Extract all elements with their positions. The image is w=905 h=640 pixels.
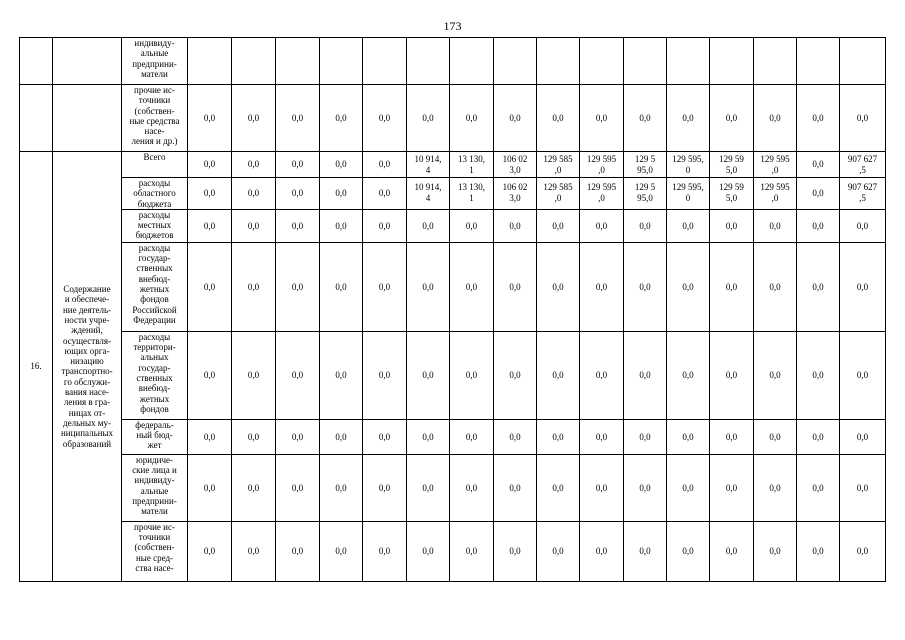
value-cell: 0,0 <box>754 331 797 419</box>
value-cell: 13 130, 1 <box>450 178 494 210</box>
value-cell: 0,0 <box>667 521 710 581</box>
value-cell: 0,0 <box>840 242 886 331</box>
value-cell: 0,0 <box>667 209 710 242</box>
value-cell: 0,0 <box>276 209 320 242</box>
value-cell: 0,0 <box>494 85 537 152</box>
value-cell: 0,0 <box>276 85 320 152</box>
value-cell: 0,0 <box>276 242 320 331</box>
budget-table <box>19 37 886 582</box>
value-cell: 129 595 ,0 <box>580 152 624 178</box>
value-cell <box>494 38 537 85</box>
value-cell: 0,0 <box>320 178 363 210</box>
value-cell: 0,0 <box>450 209 494 242</box>
value-cell: 0,0 <box>450 454 494 521</box>
value-cell: 0,0 <box>407 242 450 331</box>
value-cell: 0,0 <box>450 331 494 419</box>
funding-source-label: Всего <box>143 152 166 162</box>
value-cell: 129 595, 0 <box>667 178 710 210</box>
value-cell: 0,0 <box>320 454 363 521</box>
funding-source-cell <box>122 152 188 178</box>
table-row <box>20 152 886 178</box>
value-cell: 0,0 <box>363 521 407 581</box>
value-cell: 10 914, 4 <box>407 178 450 210</box>
value-cell: 0,0 <box>710 85 754 152</box>
value-cell: 0,0 <box>320 331 363 419</box>
value-cell <box>624 38 667 85</box>
value-cell: 0,0 <box>188 152 232 178</box>
value-cell: 0,0 <box>450 242 494 331</box>
value-cell: 0,0 <box>624 521 667 581</box>
funding-source-cell <box>122 331 188 419</box>
value-cell: 0,0 <box>754 242 797 331</box>
value-cell: 0,0 <box>407 85 450 152</box>
value-cell: 0,0 <box>407 454 450 521</box>
value-cell: 0,0 <box>363 85 407 152</box>
value-cell: 0,0 <box>580 419 624 454</box>
value-cell: 0,0 <box>624 242 667 331</box>
funding-source-cell <box>122 178 188 210</box>
value-cell: 0,0 <box>797 331 840 419</box>
value-cell <box>363 38 407 85</box>
value-cell <box>232 38 276 85</box>
value-cell: 0,0 <box>232 152 276 178</box>
value-cell: 0,0 <box>537 85 580 152</box>
value-cell: 0,0 <box>754 521 797 581</box>
value-cell: 129 595, 0 <box>667 152 710 178</box>
funding-source-cell <box>122 419 188 454</box>
value-cell: 0,0 <box>580 209 624 242</box>
value-cell: 0,0 <box>580 242 624 331</box>
funding-source-label: юридиче- ские лица и индивиду- альные предприни- матели <box>132 454 177 517</box>
funding-source-cell <box>122 85 188 152</box>
funding-source-cell <box>122 242 188 331</box>
value-cell: 0,0 <box>494 454 537 521</box>
value-cell: 0,0 <box>363 152 407 178</box>
value-cell: 0,0 <box>232 242 276 331</box>
value-cell: 0,0 <box>754 454 797 521</box>
item-number: 16. <box>20 152 53 582</box>
value-cell: 0,0 <box>363 209 407 242</box>
value-cell: 0,0 <box>710 331 754 419</box>
funding-source-label: расходы территори- альных государ- ственных внебюд- жетных фондов <box>133 331 176 414</box>
value-cell: 0,0 <box>580 454 624 521</box>
item-number-cell <box>20 38 53 85</box>
funding-source-label: расходы местных бюджетов <box>135 209 174 241</box>
value-cell: 0,0 <box>407 209 450 242</box>
value-cell: 0,0 <box>797 152 840 178</box>
item-description: Содержание и обеспече- ние деятель- ности учре- ждений, осуществля- ющих орга- низацию транспортно- го обслужи- вания насе- ления в гра- ницах от- дельных му- ниципальных образований <box>53 152 122 582</box>
value-cell: 0,0 <box>320 419 363 454</box>
table-row <box>20 85 886 152</box>
value-cell: 0,0 <box>232 178 276 210</box>
value-cell <box>450 38 494 85</box>
value-cell: 0,0 <box>494 419 537 454</box>
value-cell: 0,0 <box>840 454 886 521</box>
value-cell: 0,0 <box>450 521 494 581</box>
value-cell: 0,0 <box>754 419 797 454</box>
funding-source-label: индивиду- альные предприни- матели <box>132 38 177 79</box>
value-cell: 0,0 <box>363 178 407 210</box>
value-cell: 0,0 <box>320 209 363 242</box>
value-cell: 129 585 ,0 <box>537 152 580 178</box>
value-cell: 0,0 <box>276 331 320 419</box>
value-cell: 0,0 <box>754 209 797 242</box>
funding-source-label: расходы областного бюджета <box>133 178 176 209</box>
value-cell: 0,0 <box>450 419 494 454</box>
funding-source-label: прочие ис- точники (собствен- ные сред- ства насе- <box>134 521 175 574</box>
value-cell: 0,0 <box>754 85 797 152</box>
value-cell: 0,0 <box>276 178 320 210</box>
value-cell: 0,0 <box>188 454 232 521</box>
value-cell: 0,0 <box>188 178 232 210</box>
value-cell: 0,0 <box>494 242 537 331</box>
value-cell: 0,0 <box>232 454 276 521</box>
value-cell: 0,0 <box>276 419 320 454</box>
value-cell: 0,0 <box>580 331 624 419</box>
value-cell <box>710 38 754 85</box>
value-cell: 0,0 <box>667 454 710 521</box>
value-cell: 0,0 <box>188 419 232 454</box>
value-cell: 129 585 ,0 <box>537 178 580 210</box>
value-cell: 0,0 <box>624 331 667 419</box>
value-cell: 129 5 95,0 <box>624 152 667 178</box>
value-cell: 0,0 <box>320 85 363 152</box>
value-cell: 0,0 <box>363 331 407 419</box>
value-cell: 0,0 <box>537 419 580 454</box>
value-cell <box>580 38 624 85</box>
value-cell: 0,0 <box>407 521 450 581</box>
table-row <box>20 521 886 581</box>
value-cell: 0,0 <box>232 85 276 152</box>
table-row <box>20 331 886 419</box>
value-cell: 0,0 <box>797 209 840 242</box>
value-cell: 0,0 <box>710 454 754 521</box>
value-cell: 0,0 <box>188 85 232 152</box>
value-cell: 106 02 3,0 <box>494 152 537 178</box>
item-description-cell <box>53 38 122 85</box>
value-cell: 129 59 5,0 <box>710 152 754 178</box>
value-cell <box>797 38 840 85</box>
value-cell: 129 595 ,0 <box>754 152 797 178</box>
value-cell: 0,0 <box>797 178 840 210</box>
value-cell: 0,0 <box>188 242 232 331</box>
value-cell: 0,0 <box>320 152 363 178</box>
value-cell: 13 130, 1 <box>450 152 494 178</box>
value-cell <box>276 38 320 85</box>
value-cell: 0,0 <box>363 242 407 331</box>
value-cell: 0,0 <box>494 209 537 242</box>
value-cell: 0,0 <box>667 85 710 152</box>
value-cell: 0,0 <box>840 521 886 581</box>
table-row <box>20 38 886 85</box>
value-cell: 0,0 <box>407 331 450 419</box>
value-cell: 0,0 <box>710 242 754 331</box>
value-cell: 0,0 <box>710 209 754 242</box>
value-cell: 129 5 95,0 <box>624 178 667 210</box>
value-cell: 0,0 <box>494 331 537 419</box>
value-cell: 907 627 ,5 <box>840 152 886 178</box>
value-cell: 0,0 <box>537 454 580 521</box>
value-cell: 0,0 <box>797 242 840 331</box>
page-number: 173 <box>443 19 462 33</box>
funding-source-cell <box>122 38 188 85</box>
value-cell <box>840 38 886 85</box>
value-cell: 907 627 ,5 <box>840 178 886 210</box>
value-cell <box>537 38 580 85</box>
value-cell: 0,0 <box>407 419 450 454</box>
value-cell: 10 914, 4 <box>407 152 450 178</box>
value-cell: 0,0 <box>667 242 710 331</box>
value-cell: 0,0 <box>363 454 407 521</box>
value-cell: 0,0 <box>232 209 276 242</box>
value-cell: 129 595 ,0 <box>754 178 797 210</box>
value-cell: 0,0 <box>188 209 232 242</box>
value-cell: 0,0 <box>537 331 580 419</box>
value-cell: 0,0 <box>537 521 580 581</box>
value-cell: 0,0 <box>797 85 840 152</box>
value-cell: 0,0 <box>276 152 320 178</box>
value-cell: 0,0 <box>276 521 320 581</box>
value-cell: 0,0 <box>320 242 363 331</box>
table-row <box>20 454 886 521</box>
funding-source-label: расходы государ- ственных внебюд- жетных фондов Российской Федерации <box>132 242 177 325</box>
table-row <box>20 419 886 454</box>
value-cell <box>754 38 797 85</box>
value-cell: 0,0 <box>232 331 276 419</box>
value-cell: 0,0 <box>580 521 624 581</box>
table-row <box>20 242 886 331</box>
value-cell: 0,0 <box>537 242 580 331</box>
table-row <box>20 178 886 210</box>
value-cell: 0,0 <box>276 454 320 521</box>
funding-source-label: федераль- ный бюд- жет <box>135 419 174 451</box>
value-cell: 0,0 <box>624 454 667 521</box>
value-cell: 0,0 <box>667 331 710 419</box>
value-cell: 0,0 <box>537 209 580 242</box>
value-cell: 0,0 <box>624 419 667 454</box>
funding-source-label: прочие ис- точники (собствен- ные средства насе- ления и др.) <box>129 85 180 147</box>
value-cell: 0,0 <box>232 521 276 581</box>
value-cell: 129 595 ,0 <box>580 178 624 210</box>
value-cell <box>188 38 232 85</box>
value-cell: 0,0 <box>797 419 840 454</box>
value-cell <box>320 38 363 85</box>
value-cell <box>407 38 450 85</box>
value-cell: 0,0 <box>667 419 710 454</box>
value-cell: 0,0 <box>188 331 232 419</box>
value-cell: 0,0 <box>624 85 667 152</box>
value-cell: 0,0 <box>320 521 363 581</box>
table-row <box>20 209 886 242</box>
value-cell: 0,0 <box>797 454 840 521</box>
value-cell: 0,0 <box>363 419 407 454</box>
value-cell: 0,0 <box>232 419 276 454</box>
value-cell: 0,0 <box>840 209 886 242</box>
funding-source-cell <box>122 521 188 581</box>
value-cell: 0,0 <box>580 85 624 152</box>
funding-source-cell <box>122 454 188 521</box>
value-cell: 0,0 <box>840 419 886 454</box>
value-cell: 106 02 3,0 <box>494 178 537 210</box>
item-number-cell <box>20 85 53 152</box>
value-cell: 0,0 <box>797 521 840 581</box>
value-cell: 0,0 <box>624 209 667 242</box>
value-cell: 0,0 <box>840 331 886 419</box>
value-cell: 0,0 <box>450 85 494 152</box>
value-cell: 0,0 <box>494 521 537 581</box>
value-cell: 0,0 <box>710 521 754 581</box>
value-cell <box>667 38 710 85</box>
value-cell: 129 59 5,0 <box>710 178 754 210</box>
value-cell: 0,0 <box>710 419 754 454</box>
value-cell: 0,0 <box>188 521 232 581</box>
value-cell: 0,0 <box>840 85 886 152</box>
funding-source-cell <box>122 209 188 242</box>
item-description-cell <box>53 85 122 152</box>
